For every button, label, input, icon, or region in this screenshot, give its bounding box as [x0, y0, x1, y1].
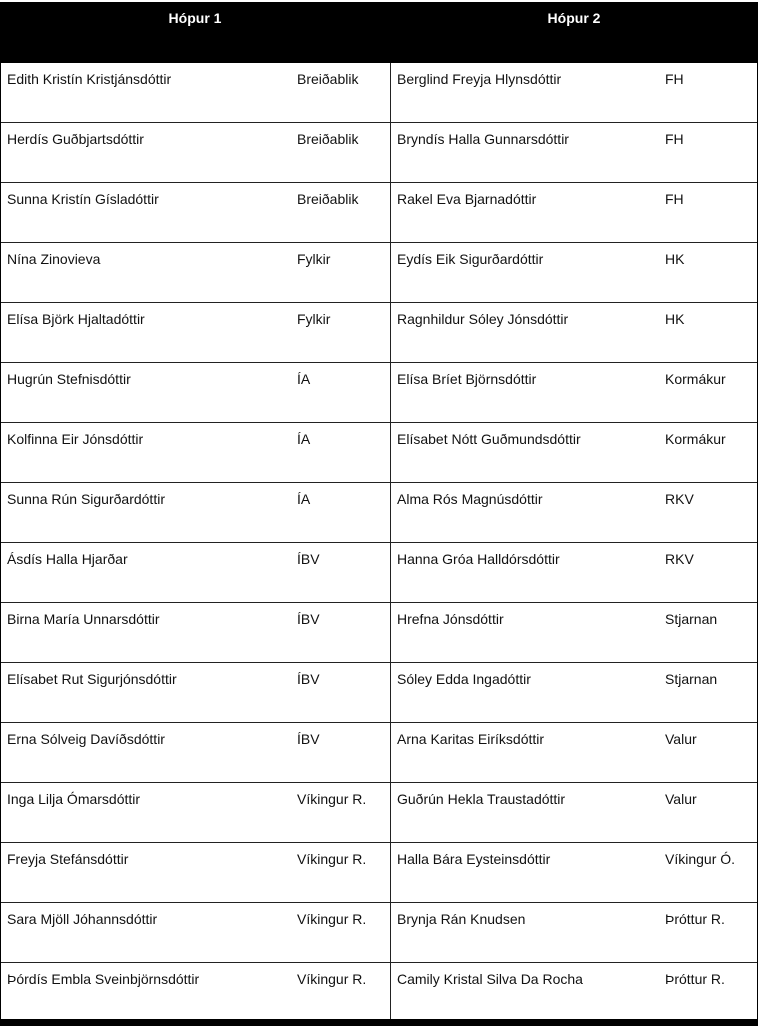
- player-name-group1: Sunna Rún Sigurðardóttir: [7, 491, 165, 507]
- player-name-group2: Elísa Bríet Björnsdóttir: [397, 371, 537, 387]
- club-group2: RKV: [665, 551, 694, 567]
- club-group1: Breiðablik: [297, 71, 359, 87]
- player-name-group2: Hrefna Jónsdóttir: [397, 611, 504, 627]
- player-name-group1: Elísabet Rut Sigurjónsdóttir: [7, 671, 177, 687]
- club-group2: Stjarnan: [665, 611, 718, 627]
- player-name-group2: Ragnhildur Sóley Jónsdóttir: [397, 311, 569, 327]
- player-name-group2: Eydís Eik Sigurðardóttir: [397, 251, 544, 267]
- club-group2: FH: [665, 71, 684, 87]
- group2-header: Hópur 2: [547, 10, 601, 26]
- table-row: [1, 663, 757, 723]
- player-name-group1: Hugrún Stefnisdóttir: [7, 371, 131, 387]
- player-name-group1: Elísa Björk Hjaltadóttir: [7, 311, 145, 327]
- table-footer-bar: [0, 1019, 758, 1026]
- club-group2: Kormákur: [665, 431, 726, 447]
- club-group1: ÍBV: [297, 551, 320, 567]
- player-name-group2: Alma Rós Magnúsdóttir: [397, 491, 543, 507]
- table-row: [1, 483, 757, 543]
- club-group1: ÍBV: [297, 611, 320, 627]
- table-row: [1, 723, 757, 783]
- club-group1: ÍA: [297, 431, 311, 447]
- table-row: [1, 903, 757, 963]
- player-name-group2: Brynja Rán Knudsen: [397, 911, 526, 927]
- player-name-group1: Nína Zinovieva: [7, 251, 101, 267]
- player-name-group2: Elísabet Nótt Guðmundsdóttir: [397, 431, 581, 447]
- table-body: [0, 63, 758, 1019]
- club-group1: Víkingur R.: [297, 851, 367, 867]
- player-name-group1: Ásdís Halla Hjarðar: [7, 551, 128, 567]
- table-row: [1, 243, 757, 303]
- club-group1: ÍA: [297, 491, 311, 507]
- club-group2: Víkingur Ó.: [665, 851, 736, 867]
- player-name-group1: Birna María Unnarsdóttir: [7, 611, 160, 627]
- player-name-group1: Edith Kristín Kristjánsdóttir: [7, 71, 172, 87]
- player-name-group1: Herdís Guðbjartsdóttir: [7, 131, 144, 147]
- club-group2: Valur: [665, 791, 697, 807]
- player-name-group1: Sunna Kristín Gísladóttir: [7, 191, 159, 207]
- player-name-group1: Kolfinna Eir Jónsdóttir: [7, 431, 144, 447]
- player-name-group2: Bryndís Halla Gunnarsdóttir: [397, 131, 569, 147]
- club-group1: ÍBV: [297, 731, 320, 747]
- club-group2: RKV: [665, 491, 694, 507]
- table-row: [1, 63, 757, 123]
- table-row: [1, 543, 757, 603]
- player-name-group2: Guðrún Hekla Traustadóttir: [397, 791, 566, 807]
- table-row: [1, 123, 757, 183]
- table-row: [1, 183, 757, 243]
- table-row: [1, 423, 757, 483]
- club-group2: Þróttur R.: [665, 911, 725, 927]
- club-group1: Víkingur R.: [297, 791, 367, 807]
- table-row: [1, 843, 757, 903]
- club-group2: Valur: [665, 731, 697, 747]
- player-name-group2: Rakel Eva Bjarnadóttir: [397, 191, 537, 207]
- club-group2: HK: [665, 311, 685, 327]
- table-header: [0, 2, 758, 63]
- player-name-group1: Sara Mjöll Jóhannsdóttir: [7, 911, 158, 927]
- player-name-group1: Þórdís Embla Sveinbjörnsdóttir: [7, 971, 200, 987]
- table-row: [1, 603, 757, 663]
- group1-header: Hópur 1: [168, 10, 222, 26]
- table-row: [1, 783, 757, 843]
- club-group1: ÍA: [297, 371, 311, 387]
- player-name-group1: Freyja Stefánsdóttir: [7, 851, 129, 867]
- club-group1: ÍBV: [297, 671, 320, 687]
- groups-table: [0, 2, 758, 1024]
- player-name-group2: Arna Karitas Eiríksdóttir: [397, 731, 545, 747]
- club-group2: Þróttur R.: [665, 971, 725, 987]
- club-group2: Kormákur: [665, 371, 726, 387]
- table-row: [1, 963, 757, 1023]
- club-group2: HK: [665, 251, 685, 267]
- club-group1: Víkingur R.: [297, 971, 367, 987]
- player-name-group1: Erna Sólveig Davíðsdóttir: [7, 731, 165, 747]
- player-name-group2: Hanna Gróa Halldórsdóttir: [397, 551, 560, 567]
- club-group1: Fylkir: [297, 311, 331, 327]
- table-row: [1, 303, 757, 363]
- club-group1: Breiðablik: [297, 131, 359, 147]
- table-row: [1, 363, 757, 423]
- club-group1: Víkingur R.: [297, 911, 367, 927]
- player-name-group2: Camily Kristal Silva Da Rocha: [397, 971, 583, 987]
- player-name-group2: Halla Bára Eysteinsdóttir: [397, 851, 551, 867]
- player-name-group2: Berglind Freyja Hlynsdóttir: [397, 71, 562, 87]
- player-name-group1: Inga Lilja Ómarsdóttir: [7, 791, 141, 807]
- player-name-group2: Sóley Edda Ingadóttir: [397, 671, 531, 687]
- club-group1: Breiðablik: [297, 191, 359, 207]
- club-group2: FH: [665, 131, 684, 147]
- club-group2: FH: [665, 191, 684, 207]
- club-group2: Stjarnan: [665, 671, 718, 687]
- club-group1: Fylkir: [297, 251, 331, 267]
